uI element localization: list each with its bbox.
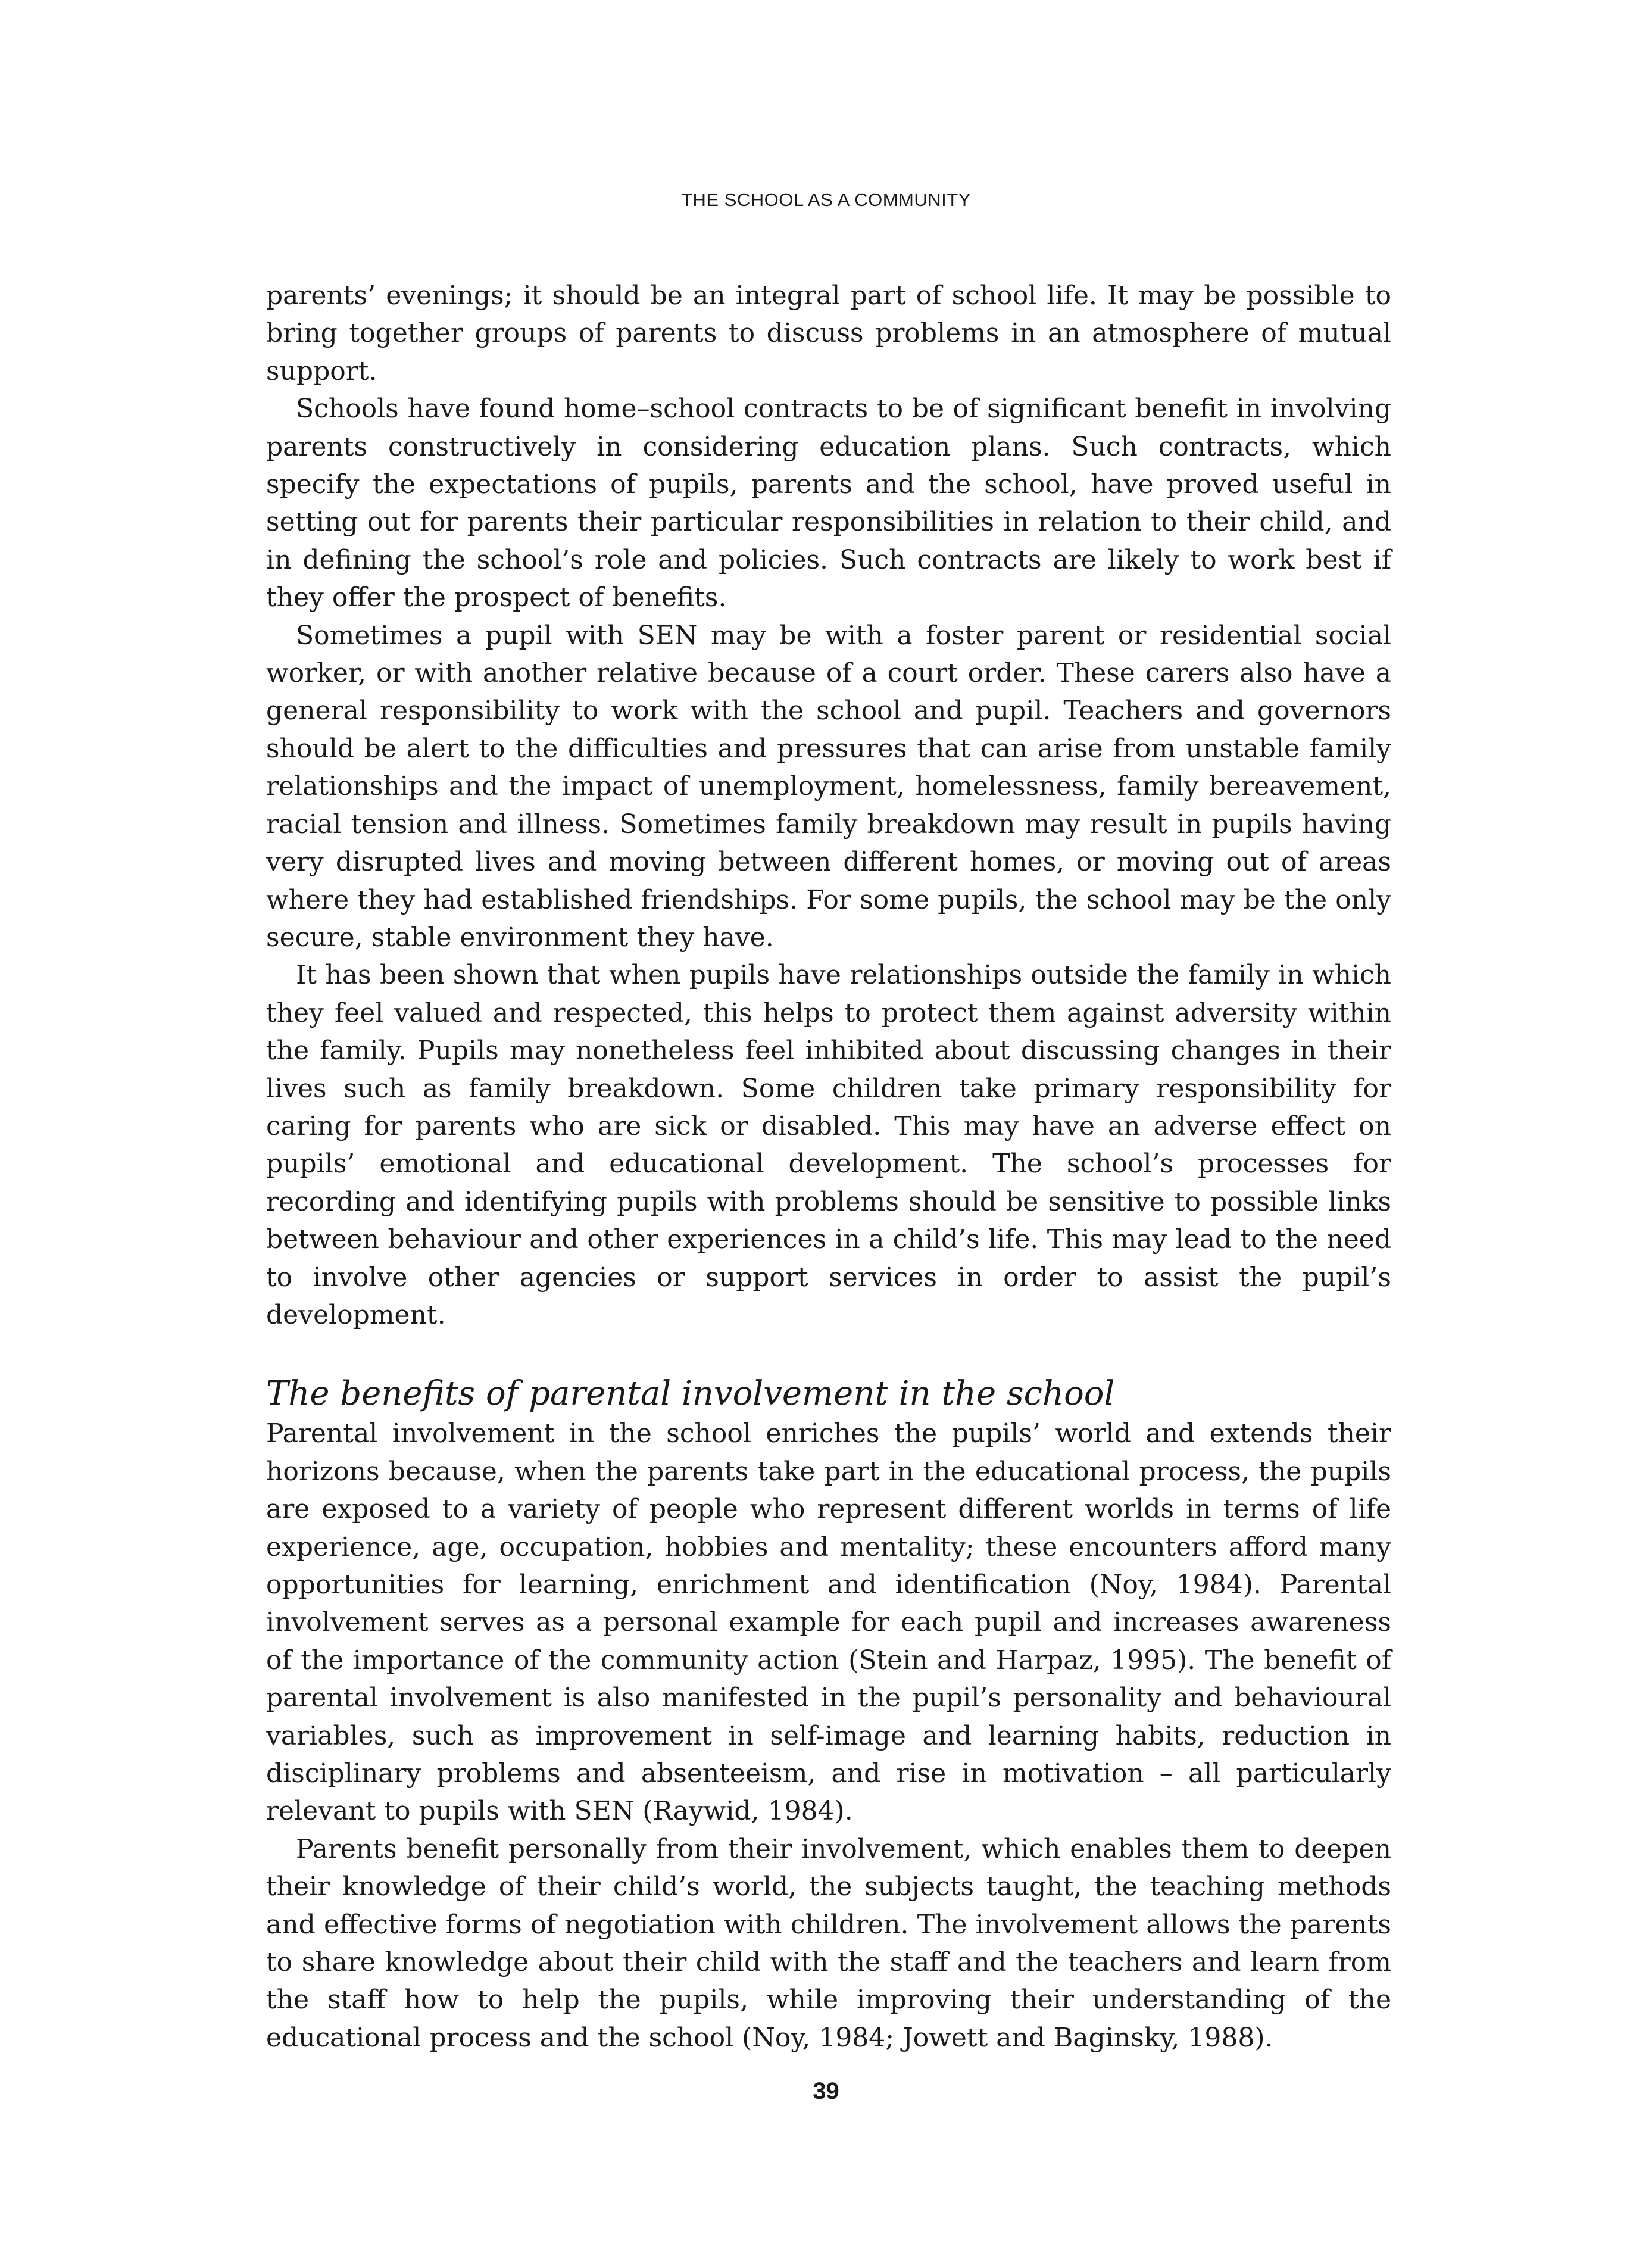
page-number: 39 [813, 2078, 839, 2104]
paragraph-4: It has been shown that when pupils have relationships outside the family in which they feel valued and respected, this helps to protect them against adversity within the family. Pupils may nonetheless feel inhibited about discussing changes in their lives such as family breakdown. Some children take primary responsibility for caring for parents who are sick or disabled. This may have an adverse effect on pupils’ emotional and educational development. The school’s processes for recording and identifying pupils with problems should be sensitive to possible links between behaviour and other experiences in a child’s life. This may lead to the need to involve other agencies or support services in order to assist the pupil’s development. [266, 960, 1391, 1330]
paragraph-6: Parents benefit personally from their involvement, which enables them to deepen their knowledge of their child’s world, the subjects taught, the teaching methods and effective forms of negotiation with children. The involvement allows the parents to share knowledge about their child with the staff and the teachers and learn from the staff how to help the pupils, while improving their understanding of the educational process and the school (Noy, 1984; Jowett and Baginsky, 1988). [266, 1833, 1391, 2053]
paragraph-3: Sometimes a pupil with SEN may be with a foster parent or residential social worker, or with another relative because of a court order. These carers also have a general responsibility to work with the school and pupil. Teachers and governors should be alert to the difficulties and pressures that can arise from unstable family relationships and the impact of unemployment, homelessness, family bereavement, racial tension and illness. Sometimes family breakdown may result in pupils having very disrupted lives and moving between different homes, or moving out of areas where they had established friendships. For some pupils, the school may be the only secure, stable environment they have. [266, 620, 1391, 953]
section-heading: The benefits of parental involvement in the school [266, 1374, 1115, 1414]
paragraph-2: Schools have found home–school contracts to be of significant benefit in involving parents constructively in considering education plans. Such contracts, which specify the expectations of pupils, parents and the school, have proved useful in setting out for parents their particular responsibilities in relation to their child, and in defining the school’s role and policies. Such contracts are likely to work best if they offer the prospect of benefits. [266, 394, 1391, 613]
body-text [266, 277, 1391, 2057]
running-head: THE SCHOOL AS A COMMUNITY [681, 189, 971, 210]
paragraph-5: Parental involvement in the school enriches the pupils’ world and extends their horizons because, when the parents take part in the educational process, the pupils are exposed to a variety of people who represent different worlds in terms of life experience, age, occupation, hobbies and mentality; these encounters afford many opportunities for learning, enrichment and identification (Noy, 1984). Parental involvement serves as a personal example for each pupil and increases awareness of the importance of the community action (Stein and Harpaz, 1995). The benefit of parental involvement is also manifested in the pupil’s personality and behavioural variables, such as improvement in self-image and learning habits, reduction in disciplinary problems and absenteeism, and rise in motivation – all particularly relevant to pupils with SEN (Raywid, 1984). [266, 1418, 1391, 1827]
paragraph-1: parents’ evenings; it should be an integral part of school life. It may be possible to bring together groups of parents to discuss problems in an atmosphere of mutual support. [266, 280, 1391, 386]
